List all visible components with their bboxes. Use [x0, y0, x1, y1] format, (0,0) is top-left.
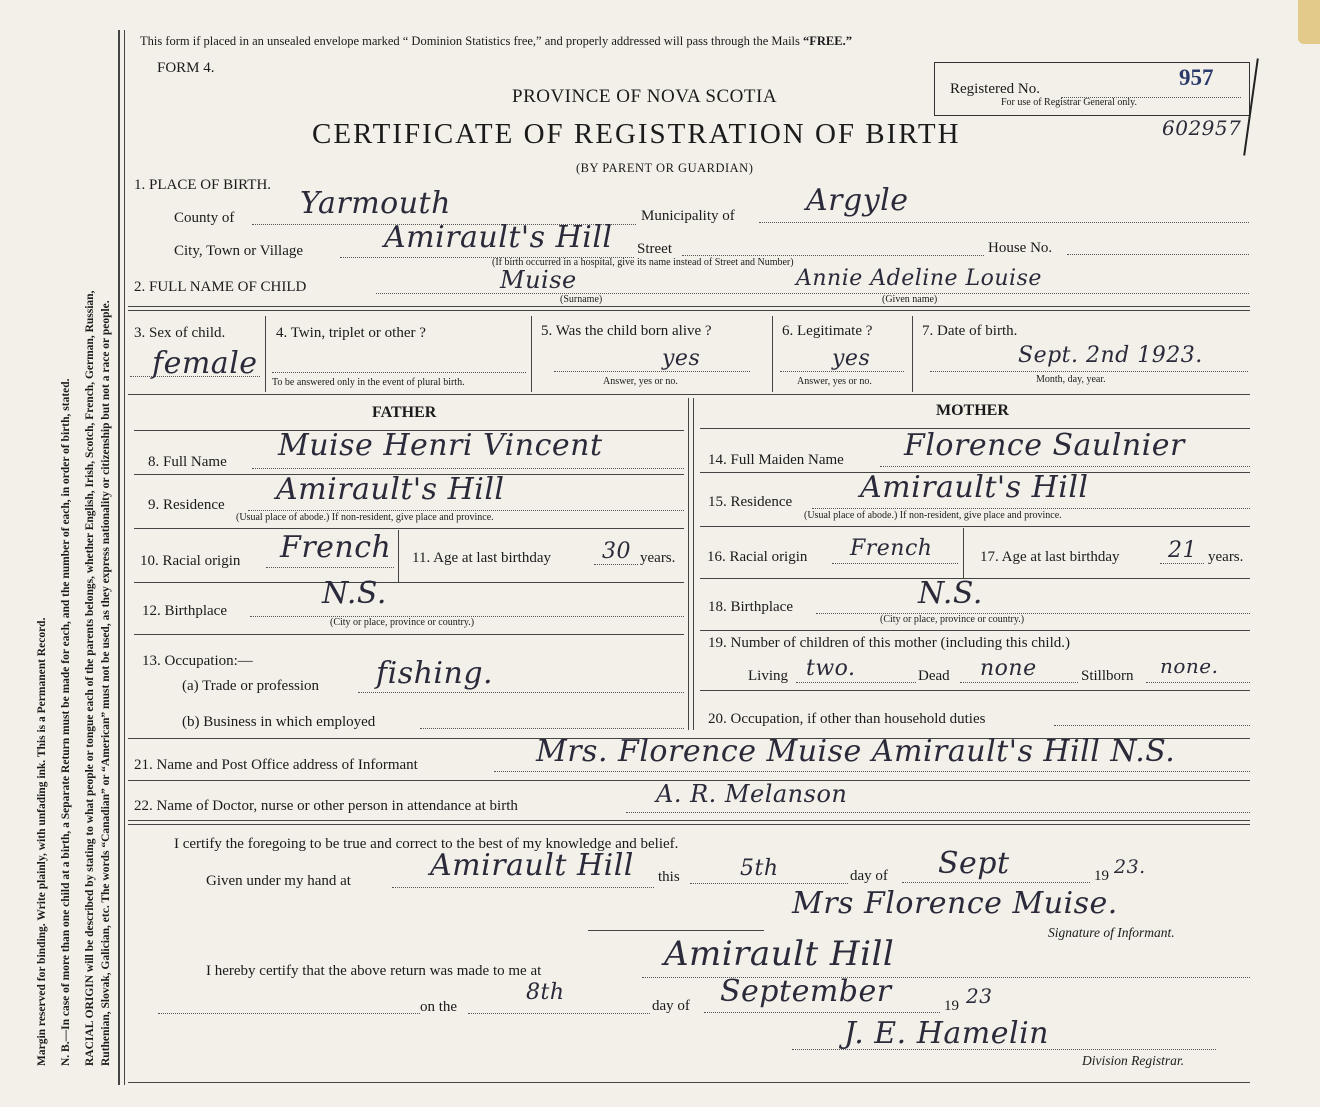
legitimate-value: yes [832, 346, 871, 371]
mother-race-value: French [850, 536, 933, 561]
mother-age-value: 21 [1168, 538, 1197, 563]
frame-left [118, 30, 120, 1085]
form-number: FORM 4. [157, 60, 215, 76]
mail-notice: This form if placed in an unsealed envelope marked “ Dominion Statistics free,” and properly addressed will pass through the Mails “FREE.” [140, 34, 852, 48]
sex-value: female [152, 346, 258, 381]
municipality-label: Municipality of [641, 208, 735, 224]
children-label: 19. Number of children of this mother (including this child.) [708, 635, 1071, 651]
binder-tab [1298, 0, 1320, 44]
father-birthplace-value: N.S. [322, 576, 387, 611]
return-day-of-label: day of [652, 998, 690, 1014]
alive-label: 5. Was the child born alive ? [541, 323, 712, 339]
father-residence-caption: (Usual place of abode.) If non-resident, give place and province. [236, 512, 494, 523]
father-birthplace-caption: (City or place, province or country.) [330, 617, 475, 628]
this-label: this [658, 869, 680, 885]
legitimate-caption: Answer, yes or no. [797, 376, 872, 387]
alive-caption: Answer, yes or no. [603, 376, 678, 387]
place-label: 1. PLACE OF BIRTH. [134, 177, 272, 193]
father-occupation-label: 13. Occupation:— [142, 653, 253, 669]
living-value: two. [806, 656, 856, 681]
racial-note-1: RACIAL ORIGIN will be described by stating to what people or tongue each of the parents belongs, whether English, Irish, Scotch, French, German, Russian, [84, 290, 96, 1066]
return-month: September [720, 974, 892, 1009]
child-given-name: Annie Adeline Louise [796, 266, 1042, 291]
mother-birthplace-value: N.S. [918, 576, 983, 611]
city-value: Amirault's Hill [384, 220, 613, 255]
county-value: Yarmouth [300, 186, 451, 221]
mother-name-value: Florence Saulnier [904, 428, 1185, 463]
father-race-label: 10. Racial origin [140, 553, 241, 569]
trade-value: fishing. [376, 656, 494, 691]
mother-age-label: 17. Age at last birthday [980, 549, 1120, 565]
dob-caption: Month, day, year. [1036, 374, 1106, 385]
child-surname: Muise [500, 266, 577, 294]
father-age-value: 30 [602, 539, 631, 564]
registrar-signature: J. E. Hamelin [844, 1016, 1050, 1051]
informant-signature: Mrs Florence Muise. [792, 886, 1118, 921]
twin-note: To be answered only in the event of plural birth. [272, 377, 465, 388]
return-day: 8th [526, 980, 565, 1005]
dead-value: none [980, 656, 1037, 681]
dob-label: 7. Date of birth. [922, 323, 1018, 339]
return-year: 23 [966, 984, 993, 1008]
mother-race-label: 16. Racial origin [707, 549, 808, 565]
certificate-title: CERTIFICATE OF REGISTRATION OF BIRTH [312, 118, 961, 150]
father-residence-value: Amirault's Hill [276, 472, 505, 507]
margin-note: Margin reserved for binding. Write plainly, with unfading ink. This is a Permanent Record. [36, 617, 48, 1066]
year-prefix: 19 [1094, 868, 1109, 884]
doctor-label: 22. Name of Doctor, nurse or other person in attendance at birth [134, 798, 518, 814]
stillborn-label: Stillborn [1081, 668, 1134, 684]
registered-number: 957 [1179, 65, 1214, 90]
mother-residence-label: 15. Residence [708, 494, 793, 510]
province-title: PROVINCE OF NOVA SCOTIA [512, 86, 778, 107]
father-heading: FATHER [372, 404, 437, 421]
city-label: City, Town or Village [174, 243, 304, 259]
dead-label: Dead [918, 668, 950, 684]
given-place: Amirault Hill [430, 848, 634, 883]
given-caption: (Given name) [882, 294, 938, 305]
house-label: House No. [988, 240, 1053, 256]
municipality-value: Argyle [806, 183, 909, 218]
informant-signature-caption: Signature of Informant. [1048, 925, 1175, 940]
father-name-label: 8. Full Name [148, 454, 227, 470]
mother-birthplace-caption: (City or place, province or country.) [880, 614, 1025, 625]
return-label: I hereby certify that the above return was made to me at [206, 963, 542, 979]
mother-residence-caption: (Usual place of abode.) If non-resident, give place and province. [804, 510, 1062, 521]
mother-heading: MOTHER [936, 402, 1009, 419]
child-name-label: 2. FULL NAME OF CHILD [134, 279, 307, 295]
mother-birthplace-label: 18. Birthplace [708, 599, 793, 615]
registrar-caption: Division Registrar. [1082, 1053, 1185, 1068]
county-label: County of [174, 210, 235, 226]
certificate-subtitle: (BY PARENT OR GUARDIAN) [576, 161, 754, 175]
twin-label: 4. Twin, triplet or other ? [276, 325, 426, 341]
mother-name-label: 14. Full Maiden Name [708, 452, 844, 468]
living-label: Living [748, 668, 788, 684]
certify-day: 5th [740, 856, 779, 881]
certify-statement: I certify the foregoing to be true and correct to the best of my knowledge and belief. [174, 836, 679, 852]
return-place: Amirault Hill [664, 934, 895, 974]
father-years: years. [640, 550, 676, 566]
on-the-label: on the [420, 999, 458, 1015]
business-label: (b) Business in which employed [182, 714, 376, 730]
mother-years: years. [1208, 549, 1244, 565]
doctor-value: A. R. Melanson [656, 780, 848, 808]
legitimate-label: 6. Legitimate ? [782, 323, 873, 339]
informant-value: Mrs. Florence Muise Amirault's Hill N.S. [536, 734, 1176, 769]
day-of-label: day of [850, 868, 888, 884]
frame-left-inner [124, 30, 125, 1085]
registered-label: Registered No. [950, 81, 1040, 97]
mother-occupation-label: 20. Occupation, if other than household duties [708, 711, 986, 727]
street-label: Street [637, 241, 672, 257]
trade-label: (a) Trade or profession [182, 678, 320, 694]
certify-year: 23. [1114, 856, 1146, 878]
racial-note-2: Ruthenian, Slovak, Galician, etc. The words “Canadian” or “American” must not be used, as they express nationality or citizenship but not a race or people. [100, 300, 112, 1066]
mother-residence-value: Amirault's Hill [860, 470, 1089, 505]
registration-box [934, 62, 1250, 116]
father-birthplace-label: 12. Birthplace [142, 603, 227, 619]
informant-label: 21. Name and Post Office address of Informant [134, 757, 418, 773]
father-name-value: Muise Henri Vincent [278, 428, 603, 463]
sex-label: 3. Sex of child. [134, 325, 226, 341]
hospital-note: (If birth occurred in a hospital, give its name instead of Street and Number) [492, 257, 794, 268]
certify-month: Sept [938, 846, 1010, 881]
registrar-use-note: For use of Registrar General only. [1001, 97, 1137, 108]
father-race-value: French [280, 530, 392, 565]
dob-value: Sept. 2nd 1923. [1018, 343, 1203, 368]
surname-caption: (Surname) [560, 294, 603, 305]
stamp-number: 602957 [1162, 116, 1242, 140]
return-year-prefix: 19 [944, 998, 959, 1014]
father-age-label: 11. Age at last birthday [412, 550, 551, 566]
nb-note: N. B.—In case of more than one child at a birth, a Separate Return must be made for each, and the number of each, in order of birth, stated. [60, 378, 72, 1066]
given-label: Given under my hand at [206, 873, 351, 889]
alive-value: yes [662, 346, 701, 371]
father-residence-label: 9. Residence [148, 497, 225, 513]
stillborn-value: none. [1160, 654, 1219, 678]
